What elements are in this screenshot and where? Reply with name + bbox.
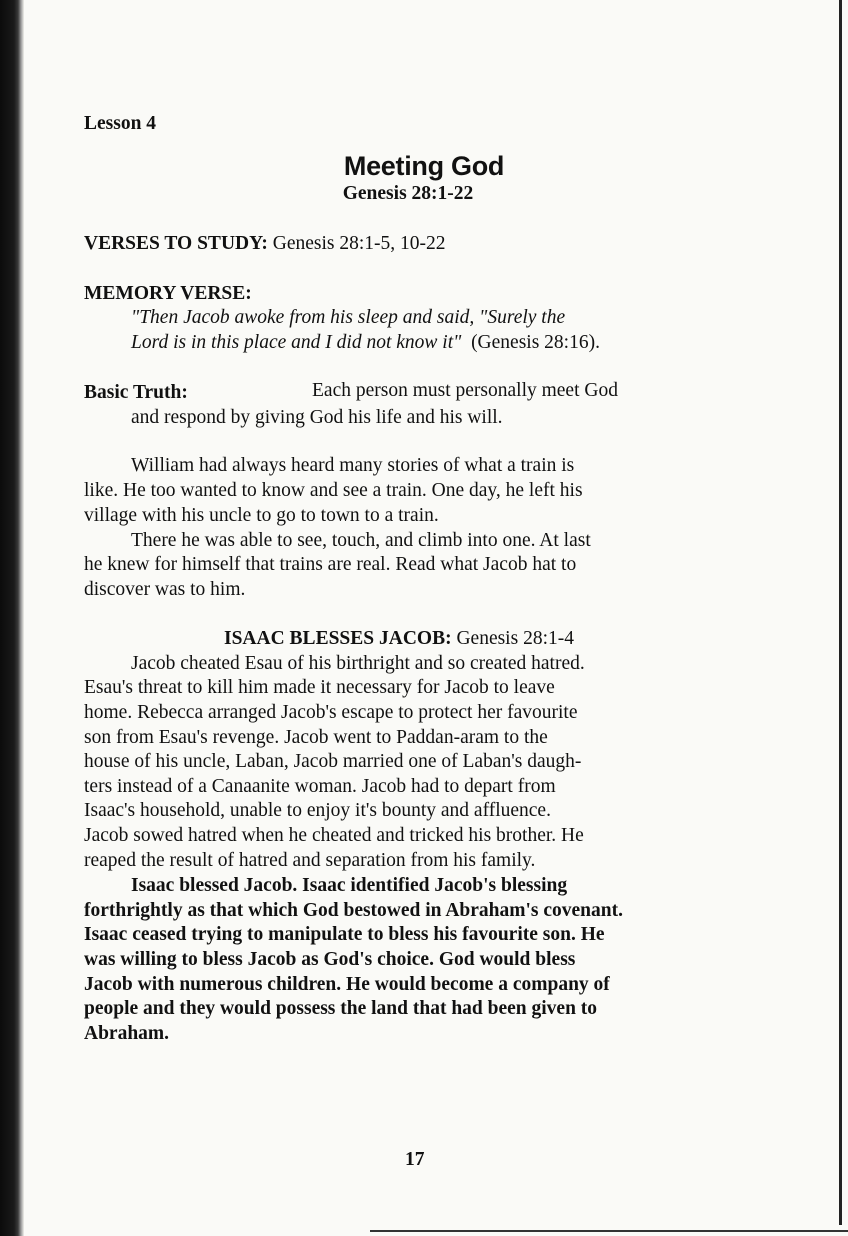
section-paragraph-line: Abraham. [84, 1023, 170, 1044]
basic-truth-line [312, 381, 735, 401]
section-paragraph-line: people and they would possess the land that had been given to [84, 998, 598, 1019]
section-paragraph-line: son from Esau's revenge. Jacob went to Paddan-aram to the [84, 727, 548, 748]
section-paragraph-line: Jacob cheated Esau of his birthright and so created hatred. [131, 653, 585, 674]
page-title: Meeting God [343, 151, 505, 181]
section-paragraph-line: ters instead of a Canaanite woman. Jacob had to depart from [84, 776, 556, 797]
verses-to-study [84, 234, 446, 254]
section-paragraph-line: Esau's threat to kill him made it necessary for Jacob to leave [84, 677, 555, 698]
intro-paragraph-line: William had always heard many stories of what a train is [131, 455, 575, 476]
lesson-label: Lesson 4 [84, 113, 157, 134]
basic-truth-label: Basic Truth: [84, 382, 188, 403]
scripture-reference: Genesis 28:1-22 [342, 183, 474, 204]
memory-verse-line [131, 333, 600, 353]
memory-verse-label: MEMORY VERSE: [84, 283, 252, 304]
section-paragraph-line: Isaac ceased trying to manipulate to bless his favourite son. He [84, 924, 605, 945]
intro-paragraph-line: discover was to him. [84, 579, 246, 600]
intro-paragraph-line: village with his uncle to go to town to a train. [84, 505, 439, 526]
memory-verse-line [131, 308, 735, 328]
intro-paragraph-line: like. He too wanted to know and see a train. One day, he left his [84, 480, 583, 501]
section-paragraph-line: was willing to bless Jacob as God's choice. God would bless [84, 949, 576, 970]
section-heading-title: ISAAC BLESSES JACOB: [224, 628, 452, 649]
section-paragraph-line: Jacob with numerous children. He would become a company of [84, 974, 610, 995]
section-paragraph-line: reaped the result of hatred and separation from his family. [84, 850, 536, 871]
scan-right-edge [839, 0, 842, 1225]
section-paragraph-line: home. Rebecca arranged Jacob's escape to protect her favourite [84, 702, 578, 723]
verses-to-study-label: VERSES TO STUDY: [84, 233, 268, 254]
memory-verse-text: "Then Jacob awoke from his sleep and said, "Surely the [131, 307, 566, 328]
section-heading-reference: Genesis 28:1-4 [456, 628, 574, 649]
section-paragraph-line: Isaac blessed Jacob. Isaac identified Jacob's blessing [131, 875, 568, 896]
intro-paragraph-line: he knew for himself that trains are real. Read what Jacob hat to [84, 554, 577, 575]
section-paragraph-line: Isaac's household, unable to enjoy it's bounty and affluence. [84, 800, 551, 821]
verses-to-study-value: Genesis 28:1-5, 10-22 [272, 233, 446, 254]
basic-truth-text: Each person must personally meet God [312, 380, 618, 401]
section-paragraph-line: forthrightly as that which God bestowed in Abraham's covenant. [84, 900, 623, 921]
section-paragraph-line: house of his uncle, Laban, Jacob married one of Laban's daugh- [84, 751, 582, 772]
scan-bottom-edge [370, 1230, 848, 1232]
section-heading [224, 629, 574, 649]
memory-verse-text: Lord is in this place and I did not know it" [131, 332, 462, 353]
intro-paragraph-line: There he was able to see, touch, and climb into one. At last [131, 530, 591, 551]
basic-truth-line: and respond by giving God his life and his will. [131, 407, 503, 428]
memory-verse-reference: (Genesis 28:16). [471, 332, 600, 353]
section-paragraph-line: Jacob sowed hatred when he cheated and tricked his brother. He [84, 825, 584, 846]
page-number: 17 [405, 1149, 425, 1170]
